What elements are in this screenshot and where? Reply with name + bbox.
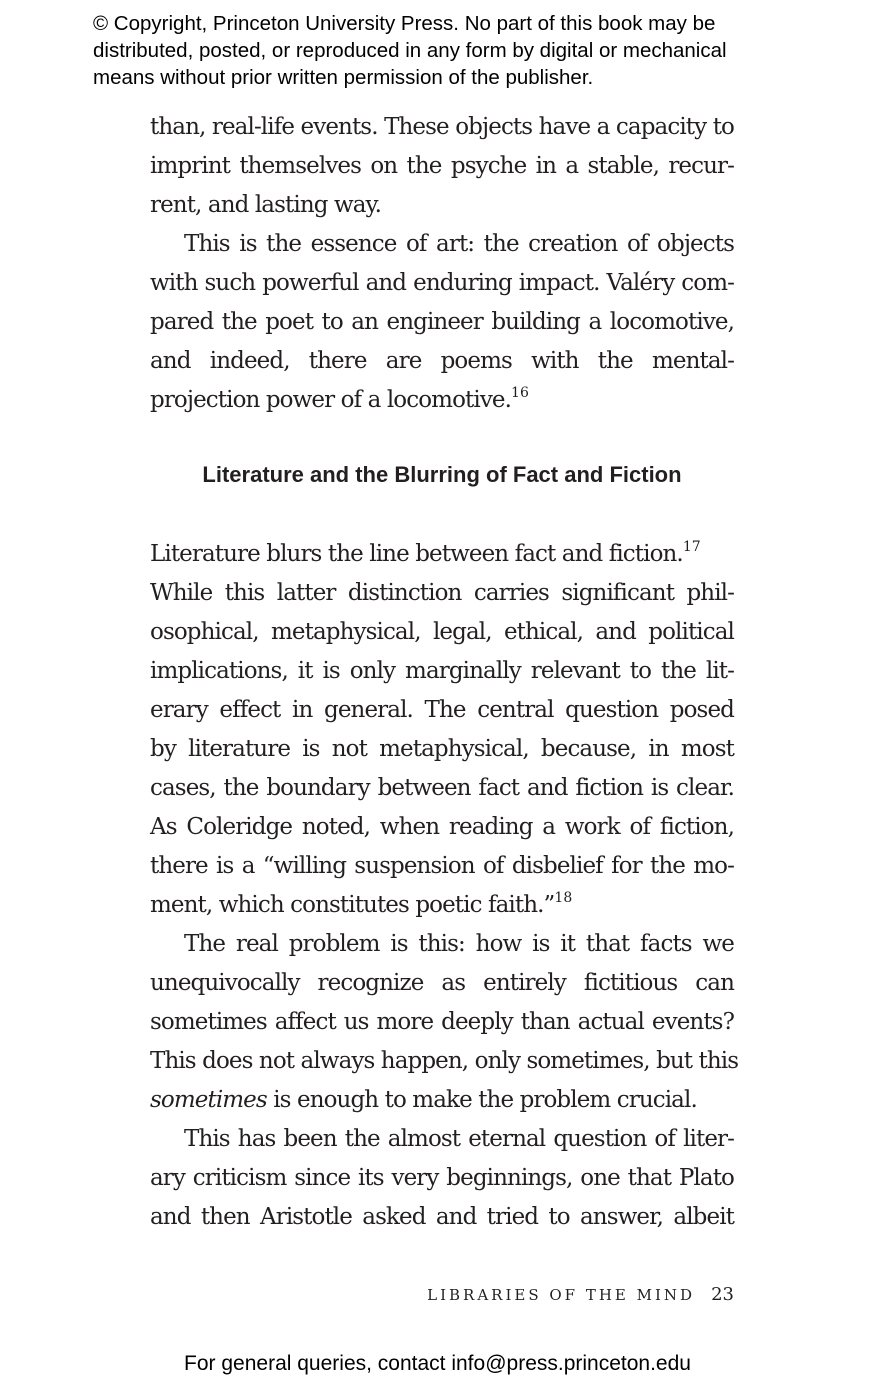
text-line: pared the poet to an engineer building a locomotive,	[150, 309, 734, 335]
text-line: by literature is not metaphysical, because, in most	[150, 736, 734, 762]
text-line: there is a “willing suspension of disbelief for the mo-	[150, 853, 734, 879]
text-line: unequivocally recognize as entirely fictitious can	[150, 970, 734, 996]
text-line	[150, 381, 734, 420]
page-number: 23	[711, 1284, 734, 1305]
footnote-marker: 16	[511, 385, 529, 401]
copyright-notice	[93, 10, 863, 91]
running-footer-title: LIBRARIES OF THE MIND	[427, 1286, 696, 1304]
text-line: sometimes affect us more deeply than actual events?	[150, 1009, 734, 1035]
text-line	[150, 535, 734, 574]
text-line	[150, 1081, 734, 1120]
text-line-content: ment, which constitutes poetic faith.”	[150, 892, 555, 918]
body-text-top	[150, 108, 734, 420]
copyright-line: © Copyright, Princeton University Press. No part of this book may be	[93, 12, 716, 35]
text-line: rent, and lasting way.	[150, 192, 382, 218]
copyright-line: means without prior written permission of the publisher.	[93, 66, 594, 89]
text-line: This does not always happen, only sometimes, but this	[150, 1048, 739, 1074]
text-line: This has been the almost eternal question of liter-	[184, 1126, 734, 1152]
section-heading: Literature and the Blurring of Fact and Fiction	[202, 462, 682, 487]
text-line-content: projection power of a locomotive.	[150, 387, 512, 413]
text-line: and then Aristotle asked and tried to answer, albeit	[150, 1204, 734, 1230]
contact-notice: For general queries, contact info@press.princeton.edu	[184, 1352, 691, 1375]
text-line-content: Literature blurs the line between fact and fiction.	[150, 541, 683, 567]
running-footer	[427, 1284, 734, 1305]
text-line: with such powerful and enduring impact. Valéry com-	[150, 270, 734, 296]
text-line-content: is enough to make the problem crucial.	[266, 1087, 697, 1113]
text-line	[150, 886, 734, 925]
text-line: than, real-life events. These objects have a capacity to	[150, 114, 734, 140]
text-line: ary criticism since its very beginnings, one that Plato	[150, 1165, 734, 1191]
text-line: This is the essence of art: the creation of objects	[184, 231, 734, 257]
text-line: osophical, metaphysical, legal, ethical, and political	[150, 619, 734, 645]
text-line: While this latter distinction carries significant phil-	[150, 580, 734, 606]
body-text-bottom	[150, 535, 739, 1237]
text-line: erary effect in general. The central question posed	[150, 697, 734, 723]
emphasis: sometimes	[150, 1087, 267, 1113]
text-line: imprint themselves on the psyche in a stable, recur-	[150, 153, 734, 179]
footnote-marker: 17	[682, 539, 701, 555]
text-line: implications, it is only marginally relevant to the lit-	[150, 658, 734, 684]
footnote-marker: 18	[554, 890, 573, 906]
text-line: As Coleridge noted, when reading a work of fiction,	[150, 814, 734, 840]
text-line: cases, the boundary between fact and fiction is clear.	[150, 775, 734, 801]
text-line: and indeed, there are poems with the mental-	[150, 348, 734, 374]
copyright-line: distributed, posted, or reproduced in any form by digital or mechanical	[93, 39, 727, 62]
text-line: The real problem is this: how is it that facts we	[184, 931, 734, 957]
